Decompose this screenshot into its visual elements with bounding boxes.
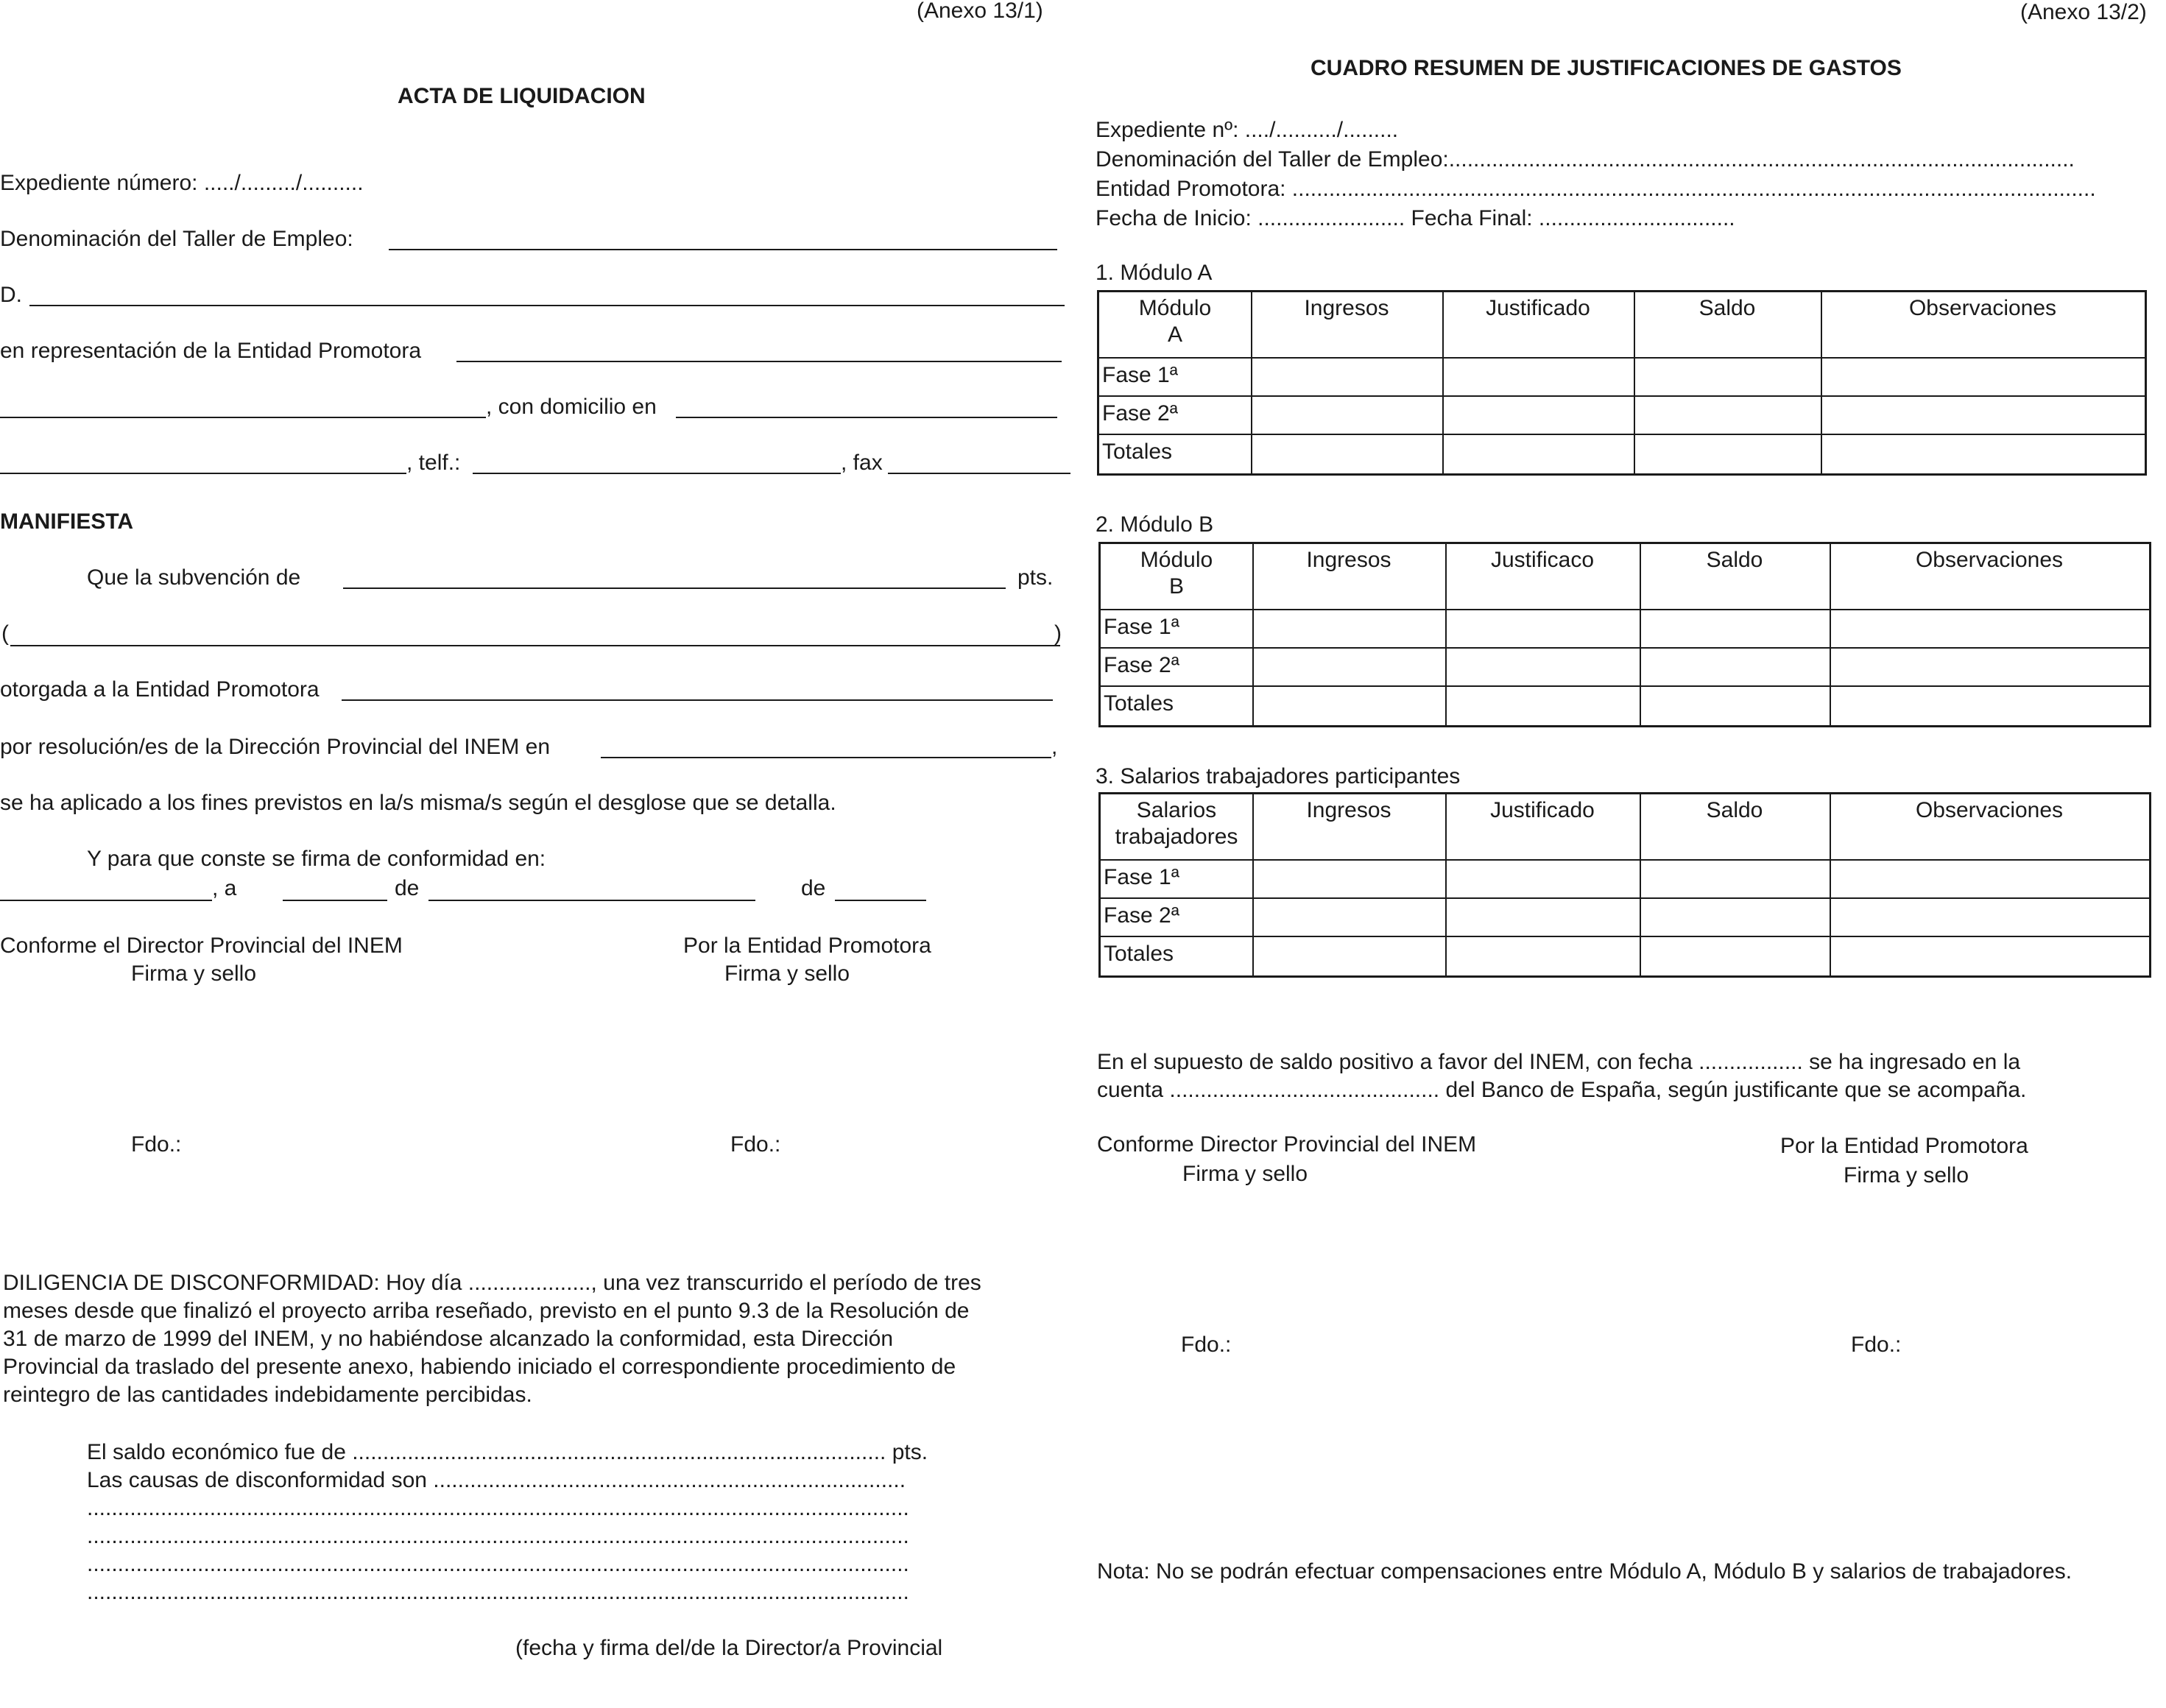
table-header: Observaciones: [1915, 798, 2064, 822]
denominacion-field-line[interactable]: [389, 249, 1057, 250]
domicilio-field-line[interactable]: [676, 417, 1057, 418]
table-header: Saldo: [1706, 548, 1763, 572]
otorgada-field-line[interactable]: [342, 699, 1053, 701]
table-row-label: Fase 2ª: [1104, 903, 1179, 928]
causas-line: Las causas de disconformidad son .............................................................................: [87, 1468, 906, 1492]
table-header: Justificado: [1486, 296, 1590, 320]
table-row-label: Fase 1ª: [1104, 865, 1179, 889]
table-header: Justificaco: [1490, 548, 1595, 572]
firma-sello-entidad: Firma y sello: [724, 961, 850, 986]
entidad-right: Entidad Promotora: ...................................................................................................................................: [1096, 177, 2096, 201]
table-header: Ingresos: [1306, 548, 1391, 572]
table-row-label: Fase 1ª: [1104, 615, 1179, 639]
year-field-line[interactable]: [835, 900, 926, 901]
amount-words-field-line[interactable]: [10, 645, 1060, 646]
resolucion-comma: ,: [1051, 735, 1058, 759]
table-modulo-a: [1097, 290, 2147, 476]
section-salarios: 3. Salarios trabajadores participantes: [1096, 764, 1461, 788]
table-salarios: [1098, 792, 2151, 978]
otorgada-label: otorgada a la Entidad Promotora: [0, 677, 320, 702]
table-header: Observaciones: [1915, 548, 2064, 572]
table-header: Justificado: [1490, 798, 1595, 822]
conforme-director-label: Conforme el Director Provincial del INEM: [0, 934, 403, 958]
diligencia-paragraph: [3, 1269, 1072, 1409]
conste-text: Y para que conste se firma de conformidad en:: [87, 847, 546, 871]
section-modulo-a: 1. Módulo A: [1096, 261, 1213, 285]
entidad-name-field-line[interactable]: [0, 417, 486, 418]
firma-sello-entidad-right: Firma y sello: [1844, 1163, 1969, 1188]
representacion-field-line[interactable]: [456, 361, 1062, 362]
month-field-line[interactable]: [428, 900, 755, 901]
fax-label: , fax: [841, 451, 883, 475]
supuesto-line-2: cuenta ............................................ del Banco de España, según justificante que se acompaña.: [1097, 1078, 2027, 1102]
paren-open: (: [1, 621, 9, 646]
saldo-economico-line: El saldo económico fue de ....................................................................................... pts.: [87, 1440, 928, 1464]
diligencia-line: meses desde que finalizó el proyecto arriba reseñado, previsto en el punto 9.3 de la Resolución de: [3, 1299, 970, 1323]
resolucion-label: por resolución/es de la Dirección Provincial del INEM en: [0, 735, 551, 759]
subvencion-field-line[interactable]: [343, 587, 1006, 589]
telf-field-line[interactable]: [473, 473, 841, 474]
subvencion-pts: pts.: [1017, 565, 1054, 590]
resolucion-field-line[interactable]: [601, 757, 1051, 758]
fdo-director: Fdo.:: [131, 1132, 182, 1157]
fechas-right: Fecha de Inicio: ........................ Fecha Final: ................................: [1096, 206, 1735, 230]
table-header: Salarios trabajadores: [1115, 798, 1238, 849]
representacion-label: en representación de la Entidad Promotora: [0, 339, 422, 363]
table-header: Saldo: [1706, 798, 1763, 822]
manifiesta-heading: MANIFIESTA: [0, 509, 134, 534]
table-row-label: Fase 2ª: [1102, 401, 1178, 426]
table-header: Saldo: [1698, 296, 1756, 320]
por-entidad-right: Por la Entidad Promotora: [1780, 1134, 2028, 1158]
annex-label-right: (Anexo 13/2): [2020, 0, 2147, 24]
fdo-entidad: Fdo.:: [730, 1132, 781, 1157]
subvencion-label: Que la subvención de: [87, 565, 301, 590]
paren-close: ): [1054, 621, 1062, 646]
dotted-line: ......................................................................................................................................: [87, 1580, 909, 1604]
firma-sello-director: Firma y sello: [131, 961, 257, 986]
date-a-label: , a: [212, 876, 237, 900]
page-title-cuadro: CUADRO RESUMEN DE JUSTIFICACIONES DE GASTOS: [1310, 56, 1902, 80]
fdo-director-right: Fdo.:: [1181, 1333, 1232, 1357]
denominacion-right: Denominación del Taller de Empleo:......................................................................................................: [1096, 147, 2075, 172]
page-title-acta: ACTA DE LIQUIDACION: [398, 84, 646, 108]
table-header: Módulo B: [1140, 548, 1213, 599]
por-entidad-label: Por la Entidad Promotora: [683, 934, 931, 958]
place-field-line[interactable]: [0, 900, 212, 901]
dotted-line: ......................................................................................................................................: [87, 1552, 909, 1576]
fecha-firma-director: (fecha y firma del/de la Director/a Provincial: [515, 1636, 943, 1660]
supuesto-line-1: En el supuesto de saldo positivo a favor del INEM, con fecha ................. se ha ingresado en la: [1097, 1050, 2021, 1074]
denominacion-label: Denominación del Taller de Empleo:: [0, 227, 353, 251]
section-modulo-b: 2. Módulo B: [1096, 512, 1214, 537]
d-label: D.: [0, 283, 22, 307]
annex-label-left: (Anexo 13/1): [917, 0, 1043, 23]
fax-field-line[interactable]: [888, 473, 1070, 474]
d-field-line[interactable]: [29, 305, 1065, 306]
diligencia-line: DILIGENCIA DE DISCONFORMIDAD: Hoy día ...................., una vez transcurrido el período de tres: [3, 1271, 981, 1295]
nota-text: Nota: No se podrán efectuar compensaciones entre Módulo A, Módulo B y salarios de trabajadores.: [1097, 1559, 2072, 1584]
diligencia-line: 31 de marzo de 1999 del INEM, y no habiéndose alcanzado la conformidad, esta Dirección: [3, 1327, 894, 1351]
diligencia-line: reintegro de las cantidades indebidamente percibidas.: [3, 1383, 532, 1407]
aplicado-text: se ha aplicado a los fines previstos en la/s misma/s según el desglose que se detalla.: [0, 791, 836, 815]
table-header: Observaciones: [1908, 296, 2057, 320]
table-header: Módulo A: [1138, 296, 1212, 347]
table-row-label: Totales: [1102, 440, 1173, 464]
fdo-entidad-right: Fdo.:: [1851, 1333, 1902, 1357]
table-header: Ingresos: [1306, 798, 1391, 822]
date-de2-label: de: [801, 876, 826, 900]
diligencia-line: Provincial da traslado del presente anexo, habiendo iniciado el correspondiente procedimiento de: [3, 1355, 956, 1379]
expediente-number: Expediente número: ...../........./..........: [0, 171, 364, 195]
day-field-line[interactable]: [283, 900, 387, 901]
table-header: Ingresos: [1304, 296, 1389, 320]
address-field-line[interactable]: [0, 473, 406, 474]
expediente-right: Expediente nº: ..../........../.........: [1096, 118, 1399, 142]
dotted-line: ......................................................................................................................................: [87, 1524, 909, 1548]
table-row-label: Totales: [1104, 691, 1174, 716]
dotted-line: ......................................................................................................................................: [87, 1496, 909, 1520]
table-modulo-b: [1098, 542, 2151, 727]
date-de1-label: de: [395, 876, 420, 900]
table-row-label: Fase 1ª: [1102, 363, 1178, 387]
firma-sello-director-right: Firma y sello: [1182, 1162, 1308, 1186]
table-row-label: Fase 2ª: [1104, 653, 1179, 677]
conforme-director-right: Conforme Director Provincial del INEM: [1097, 1132, 1477, 1157]
domicilio-label: , con domicilio en: [486, 395, 657, 419]
table-row-label: Totales: [1104, 942, 1174, 966]
telf-label: , telf.:: [406, 451, 461, 475]
